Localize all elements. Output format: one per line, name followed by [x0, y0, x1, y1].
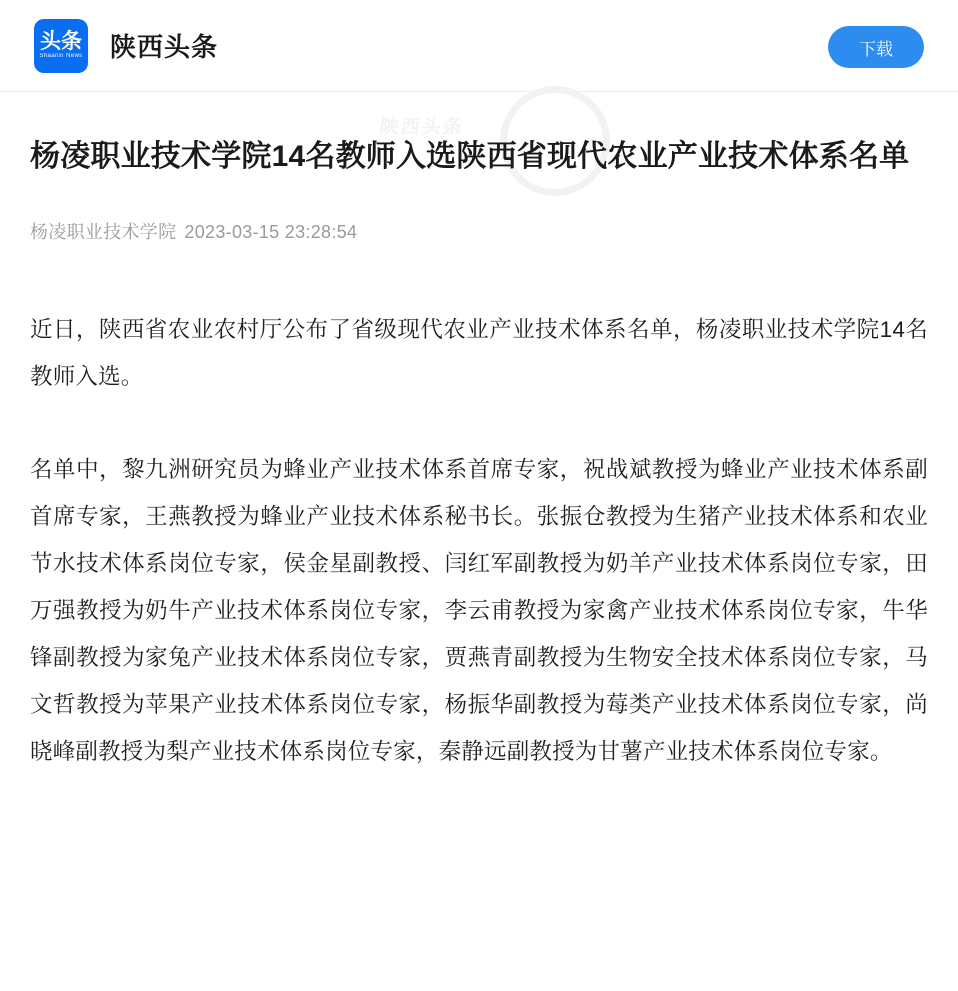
toutiao-logo-icon[interactable] — [34, 19, 88, 73]
article-meta — [22, 180, 936, 244]
logo-glyph: 头条 — [40, 29, 82, 53]
app-header — [0, 0, 958, 92]
site-title: 陕西头条 — [110, 32, 219, 62]
article-paragraph: 近日，陕西省农业农村厅公布了省级现代农业产业技术体系名单，杨凌职业技术学院14名教师入选。 — [30, 317, 928, 389]
page-title: 杨凌职业技术学院14名教师入选陕西省现代农业产业技术体系名单 — [30, 140, 910, 173]
download-button[interactable]: 下载 — [828, 26, 924, 68]
article-timestamp: 2023-03-15 23:28:54 — [184, 222, 358, 242]
article-paragraph: 名单中，黎九洲研究员为蜂业产业技术体系首席专家，祝战斌教授为蜂业产业技术体系副首席专家，王燕教授为蜂业产业技术体系秘书长。张振仓教授为生猪产业技术体系和农业节水技术体系岗位专家，侯金星副教授、闫红军副教授为奶羊产业技术体系岗位专家，田万强教授为奶牛产业技术体系岗位专家，李云甫教授为家禽产业技术体系岗位专家，牛华锋副教授为家兔产业技术体系岗位专家，贾燕青副教授为生物安全技术体系岗位专家，马文哲教授为苹果产业技术体系岗位专家，杨振华副教授为莓类产业技术体系岗位专家，尚晓峰副教授为梨产业技术体系岗位专家，秦静远副教授为甘薯产业技术体系岗位专家。 — [30, 457, 928, 764]
watermark-text: 陕西头条 — [378, 117, 466, 138]
logo-subtitle: Shaanxi News — [39, 53, 83, 59]
article-body — [22, 244, 936, 775]
article-container — [0, 92, 958, 775]
article-source: 杨凌职业技术学院 — [30, 222, 177, 242]
